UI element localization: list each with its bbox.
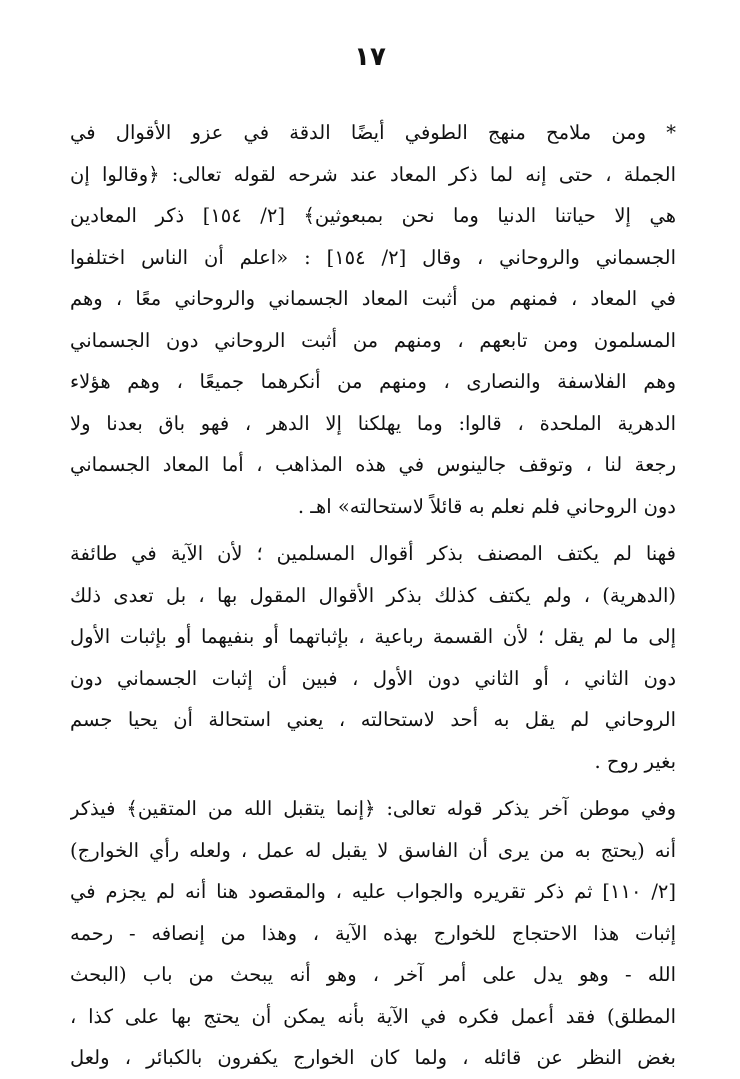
text-line: الجسماني والروحاني ، وقال [٢/ ١٥٤] : «اعلم أن الناس اختلفوا bbox=[70, 245, 676, 269]
text-line: [٢/ ١١٠] ثم ذكر تقريره والجواب عليه ، والمقصود هنا أنه لم يجزم في bbox=[70, 880, 676, 903]
paragraph-1 bbox=[70, 112, 676, 527]
text-line: أنه (يحتج به من يرى أن الفاسق لا يقبل له عمل ، ولعله رأي الخوارج) bbox=[70, 838, 676, 862]
text-line: الله - وهو يدل على أمر آخر ، وهو أنه يبحث من باب (البحث bbox=[70, 963, 676, 986]
body-text bbox=[70, 112, 676, 1079]
text-line: هي إلا حياتنا الدنيا وما نحن بمبعوثين﴾ [٢/ ١٥٤] ذكر المعادين bbox=[70, 204, 676, 227]
paragraph-2 bbox=[70, 533, 676, 782]
text-line: المسلمون ومن تابعهم ، ومنهم من أثبت الروحاني دون الجسماني bbox=[70, 328, 676, 352]
text-line: فهنا لم يكتف المصنف بذكر أقوال المسلمين ؛ لأن الآية في طائفة bbox=[70, 542, 676, 565]
text-line: بغير روح . bbox=[594, 749, 676, 773]
text-line: المطلق) فقد أعمل فكره في الآية بأنه يمكن أن يحتج بها على كذا ، bbox=[70, 1004, 676, 1028]
text-line: الروحاني لم يقل به أحد لاستحالته ، يعني استحالة أن يحيا جسم bbox=[70, 708, 676, 731]
text-line: وهم الفلاسفة والنصارى ، ومنهم من أنكرهما جميعًا ، وهم هؤلاء bbox=[70, 370, 676, 393]
text-line: في المعاد ، فمنهم من أثبت المعاد الجسماني والروحاني معًا ، وهم bbox=[70, 287, 676, 310]
text-line: بغض النظر عن قائله ، ولما كان الخوارج يكفرون بالكبائر ، ولعل bbox=[70, 1046, 676, 1069]
text-line: الدهرية الملحدة ، قالوا: وما يهلكنا إلا الدهر ، فهو باق بعدنا ولا bbox=[70, 411, 676, 435]
text-line: إلى ما لم يقل ؛ لأن القسمة رباعية ، بإثباتهما أو بنفيهما أو بإثبات الأول bbox=[70, 625, 676, 648]
text-line: * ومن ملامح منهج الطوفي أيضًا الدقة في عزو الأقوال في bbox=[70, 121, 676, 144]
text-line: دون الروحاني فلم نعلم به قائلاً لاستحالته» اهـ . bbox=[297, 494, 676, 518]
paragraph-3 bbox=[70, 788, 676, 1079]
page-number: ١٧ bbox=[354, 42, 386, 72]
text-line: وفي موطن آخر يذكر قوله تعالى: ﴿إنما يتقبل الله من المتقين﴾ فيذكر bbox=[70, 797, 676, 820]
text-line: الجملة ، حتى إنه لما ذكر المعاد عند شرحه لقوله تعالى: ﴿وقالوا إن bbox=[70, 162, 676, 186]
text-line: إثبات هذا الاحتجاج للخوارج بهذه الآية ، وهذا من إنصافه - رحمه bbox=[70, 921, 676, 945]
text-line: (الدهرية) ، ولم يكتف كذلك بذكر الأقوال المقول بها ، بل تعدى ذلك bbox=[70, 583, 676, 607]
text-line: رجعة لنا ، وتوقف جالينوس في هذه المذاهب ، أما المعاد الجسماني bbox=[70, 453, 676, 476]
text-line: دون الثاني ، أو الثاني دون الأول ، فبين أن إثبات الجسماني دون bbox=[70, 666, 676, 690]
